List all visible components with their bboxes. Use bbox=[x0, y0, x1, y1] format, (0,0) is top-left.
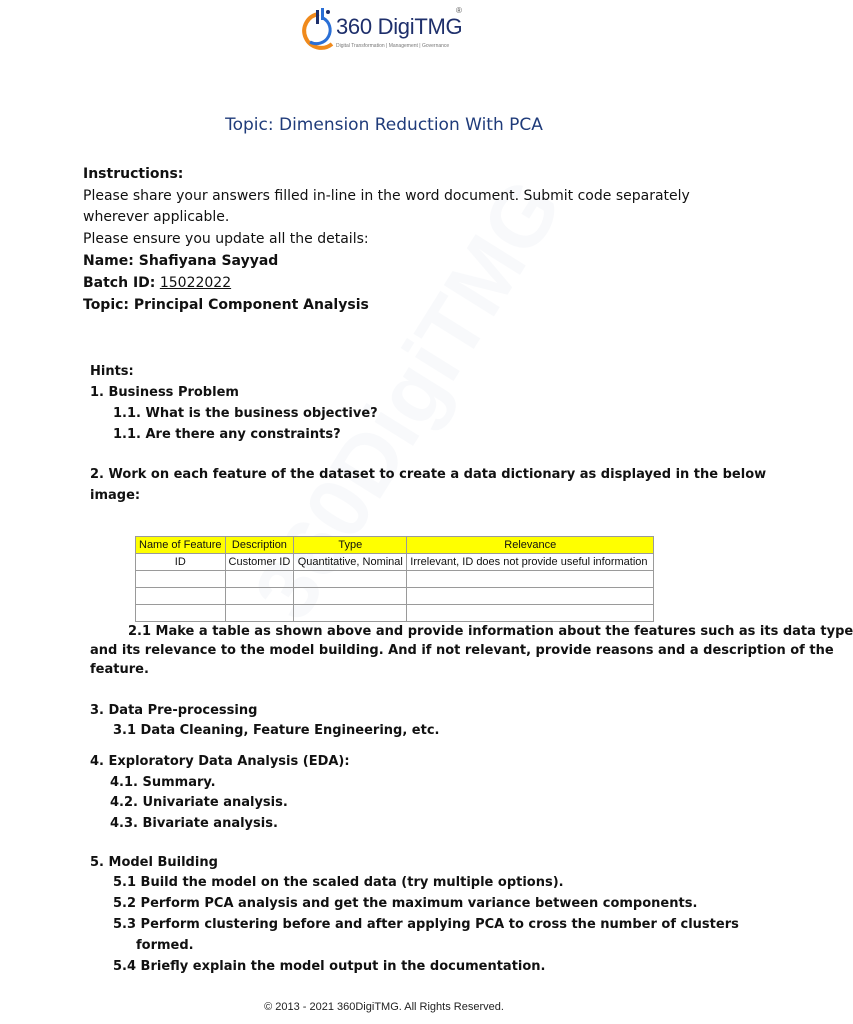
logo-text-digitmg: DigiTMG bbox=[377, 14, 463, 39]
hint-2-1-line2: and its relevance to the model building. And if not relevant, provide reasons and a description of the bbox=[90, 643, 834, 658]
batch-label: Batch ID: bbox=[83, 275, 156, 291]
logo-tagline: Digital Transformation | Management | Governance bbox=[336, 43, 450, 49]
hint-2-1-line3: feature. bbox=[90, 662, 149, 677]
instructions-heading: Instructions: bbox=[83, 166, 184, 182]
name-label: Name: bbox=[83, 253, 134, 269]
table-header: Description bbox=[225, 537, 294, 554]
hint-1-1: 1.1. What is the business objective? bbox=[113, 406, 378, 421]
hint-4-3: 4.3. Bivariate analysis. bbox=[110, 816, 278, 831]
hint-2-1-paragraph bbox=[90, 622, 853, 679]
data-dictionary-table bbox=[135, 536, 654, 622]
logo-registered: ® bbox=[456, 6, 462, 15]
instructions-line1: Please share your answers filled in-line in the word document. Submit code separately bbox=[83, 188, 690, 204]
footer-copyright: © 2013 - 2021 360DigiTMG. All Rights Reserved. bbox=[264, 1001, 504, 1013]
topic-line: Topic: Principal Component Analysis bbox=[83, 297, 369, 313]
hint-4-2: 4.2. Univariate analysis. bbox=[110, 795, 288, 810]
hint-3-1: 3.1 Data Cleaning, Feature Engineering, etc. bbox=[113, 723, 440, 738]
hint-5-3-line1: 5.3 Perform clustering before and after applying PCA to cross the number of clusters bbox=[113, 917, 739, 932]
hint-5-2: 5.2 Perform PCA analysis and get the maximum variance between components. bbox=[113, 896, 698, 911]
table-cell: ID bbox=[136, 554, 226, 571]
table-cell: Irrelevant, ID does not provide useful information bbox=[407, 554, 654, 571]
hint-2-line1: 2. Work on each feature of the dataset to create a data dictionary as displayed in the below bbox=[90, 467, 767, 482]
table-header-row bbox=[136, 537, 654, 554]
hint-5-3-line2: formed. bbox=[136, 938, 194, 953]
table-row bbox=[136, 588, 654, 605]
table-header: Type bbox=[294, 537, 407, 554]
batch-row bbox=[83, 273, 231, 294]
table-cell: Customer ID bbox=[225, 554, 294, 571]
page-title: Topic: Dimension Reduction With PCA bbox=[225, 115, 543, 135]
hint-5: 5. Model Building bbox=[90, 855, 218, 870]
table-header: Relevance bbox=[407, 537, 654, 554]
instructions-line3: Please ensure you update all the details: bbox=[83, 231, 369, 247]
logo-mark-icon bbox=[302, 8, 336, 58]
hint-1-2: 1.1. Are there any constraints? bbox=[113, 427, 341, 442]
hint-3: 3. Data Pre-processing bbox=[90, 703, 258, 718]
hint-2-line2: image: bbox=[90, 488, 141, 503]
company-logo bbox=[302, 6, 472, 60]
hint-2-1-line1: 2.1 Make a table as shown above and provide information about the features such as its data type bbox=[128, 624, 853, 639]
instructions-line2: wherever applicable. bbox=[83, 209, 230, 225]
hint-4: 4. Exploratory Data Analysis (EDA): bbox=[90, 754, 350, 769]
batch-value: 15022022 bbox=[159, 275, 232, 291]
table-row bbox=[136, 571, 654, 588]
table-cell: Quantitative, Nominal bbox=[294, 554, 407, 571]
table-row bbox=[136, 554, 654, 571]
table-header: Name of Feature bbox=[136, 537, 226, 554]
name-value: Shafiyana Sayyad bbox=[138, 253, 279, 269]
hints-heading: Hints: bbox=[90, 364, 134, 379]
hint-5-4: 5.4 Briefly explain the model output in the documentation. bbox=[113, 959, 546, 974]
logo-text-360: 360 bbox=[336, 14, 372, 39]
hint-5-1: 5.1 Build the model on the scaled data (try multiple options). bbox=[113, 875, 564, 890]
name-row bbox=[83, 251, 278, 272]
table-row bbox=[136, 605, 654, 622]
hint-4-1: 4.1. Summary. bbox=[110, 775, 216, 790]
hint-1: 1. Business Problem bbox=[90, 385, 239, 400]
